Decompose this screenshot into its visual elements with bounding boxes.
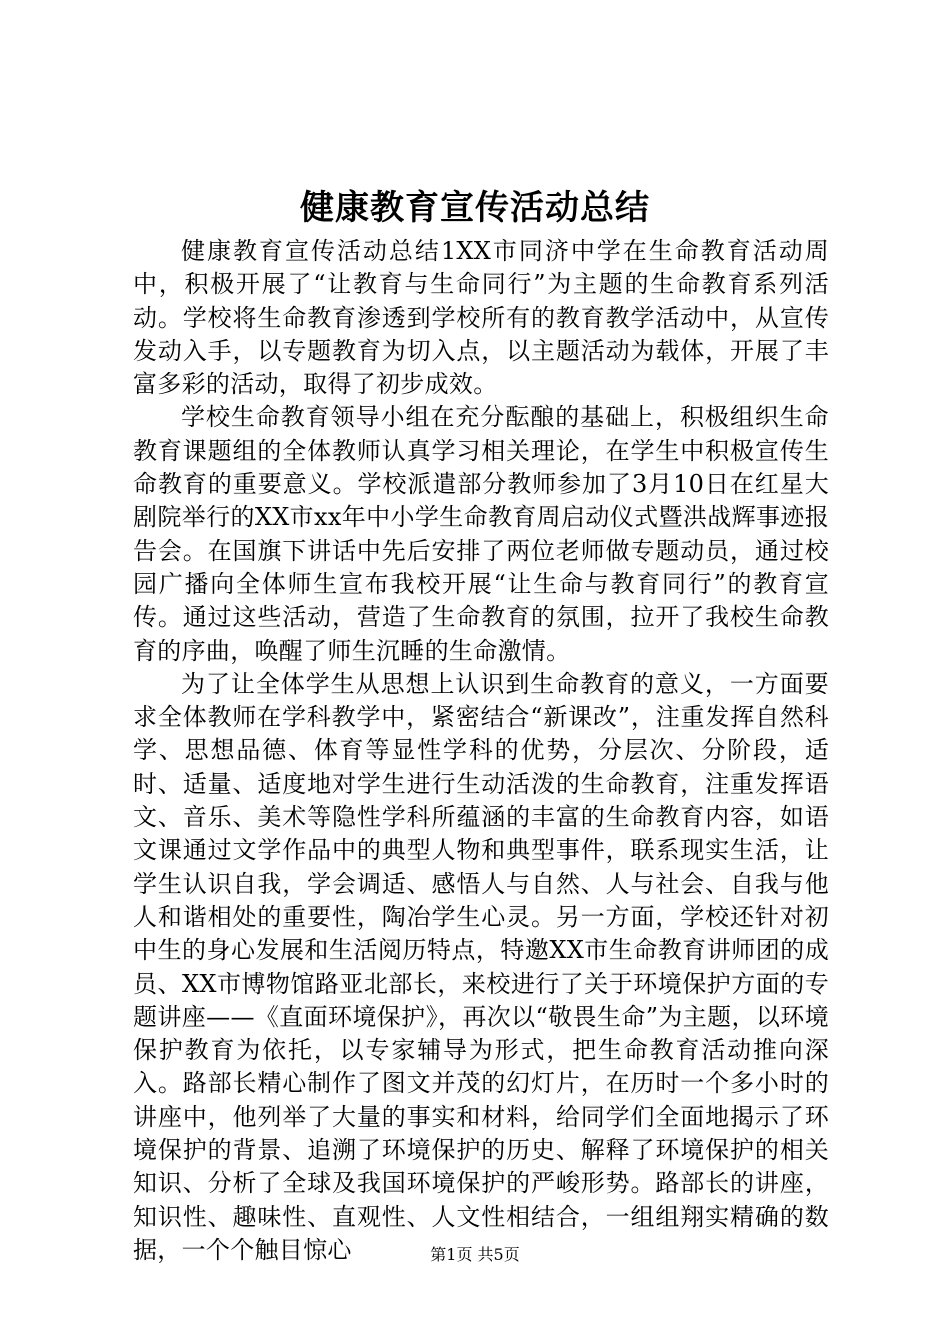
document-title: 健康教育宣传活动总结 xyxy=(300,188,650,228)
paragraph-3: 为了让全体学生从思想上认识到生命教育的意义，一方面要求全体教师在学科教学中，紧密结合“新课改”，注重发挥自然科学、思想品德、体育等显性学科的优势，分层次、分阶段，适时、适量、适度地对学生进行生动活泼的生命教育，注重发挥语文、音乐、美术等隐性学科所蕴涵的丰富的生命教育内容，如语文课通过文学作品中的典型人物和典型事件，联系现实生活，让学生认识自我，学会调适、感悟人与自然、人与社会、自我与他人和谐相处的重要性，陶冶学生心灵。另一方面，学校还针对初中生的身心发展和生活阅历特点，特邀XX市生命教育讲师团的成员、XX市博物馆路亚北部长，来校进行了关于环境保护方面的专题讲座——《直面环境保护》，再次以“敬畏生命”为主题，以环境保护教育为依托，以专家辅导为形式，把生命教育活动推向深入。路部长精心制作了图文并茂的幻灯片，在历时一个多小时的讲座中，他列举了大量的事实和材料，给同学们全面地揭示了环境保护的背景、追溯了环境保护的历史、解释了环境保护的相关知识、分析了全球及我国环境保护的严峻形势。路部长的讲座，知识性、趣味性、直观性、人文性相结合，一组组翔实精确的数据，一个个触目惊心 xyxy=(133,669,829,1264)
page-footer xyxy=(0,1243,950,1267)
paragraph-2: 学校生命教育领导小组在充分酝酿的基础上，积极组织生命教育课题组的全体教师认真学习相关理论，在学生中积极宣传生命教育的重要意义。学校派遣部分教师参加了3月10日在红星大剧院举行的XX市xx年中小学生命教育周启动仪式暨洪战辉事迹报告会。在国旗下讲话中先后安排了两位老师做专题动员，通过校园广播向全体师生宣布我校开展“让生命与教育同行”的教育宣传。通过这些活动，营造了生命教育的氛围，拉开了我校生命教育的序曲，唤醒了师生沉睡的生命激情。 xyxy=(133,403,829,665)
paragraph-1: 健康教育宣传活动总结1XX市同济中学在生命教育活动周中，积极开展了“让教育与生命同行”为主题的生命教育系列活动。学校将生命教育渗透到学校所有的教育教学活动中，从宣传发动入手，以专题教育为切入点，以主题活动为载体，开展了丰富多彩的活动，取得了初步成效。 xyxy=(133,237,829,399)
page-indicator: 第1页 共5页 xyxy=(430,1245,520,1264)
document-body xyxy=(133,235,829,1267)
